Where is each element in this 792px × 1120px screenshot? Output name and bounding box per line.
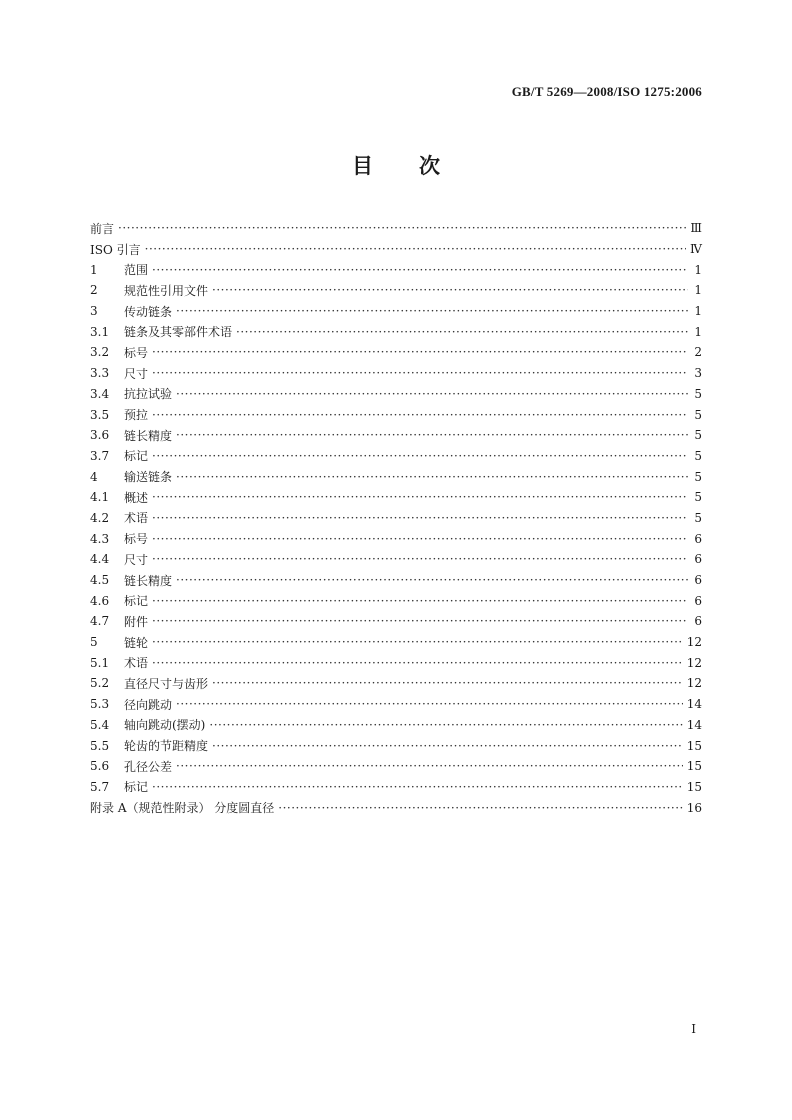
- dot-leader: [118, 222, 686, 234]
- dot-leader: [152, 409, 688, 421]
- toc-entry-page: 14: [686, 697, 702, 712]
- toc-entry[interactable]: [90, 466, 702, 487]
- toc-entry[interactable]: [90, 404, 702, 425]
- toc-entry[interactable]: [90, 673, 702, 694]
- toc-entry-title: 标号: [124, 532, 149, 547]
- toc-entry-title: 传动链条: [124, 304, 173, 319]
- dot-leader: [152, 512, 688, 524]
- toc-entry-page: Ⅳ: [690, 242, 702, 257]
- dot-leader: [152, 657, 683, 669]
- toc-entry-number: 5.1: [90, 655, 110, 670]
- toc-entry-title: 尺寸: [124, 552, 149, 567]
- toc-entry-title: 附录 A（规范性附录） 分度圆直径: [90, 801, 275, 816]
- toc-entry-number: 5.4: [90, 717, 110, 732]
- page-number: I: [691, 1022, 696, 1036]
- toc-entry-number: 4.7: [90, 614, 110, 629]
- dot-leader: [152, 781, 683, 793]
- dot-leader: [176, 305, 688, 317]
- toc-entry-page: 6: [694, 593, 702, 608]
- toc-entry-page: 5: [694, 490, 702, 505]
- dot-leader: [152, 636, 683, 648]
- dot-leader: [152, 491, 688, 503]
- toc-entry-page: 6: [694, 531, 702, 546]
- toc-entry[interactable]: [90, 797, 702, 818]
- toc-entry-title: 链轮: [124, 635, 149, 650]
- dot-leader: [152, 553, 688, 565]
- dot-leader: [212, 740, 683, 752]
- toc-entry[interactable]: [90, 239, 702, 260]
- toc-entry-page: 15: [686, 779, 702, 794]
- dot-leader: [152, 450, 688, 462]
- toc-entry-title: 标记: [124, 449, 149, 464]
- dot-leader: [278, 802, 682, 814]
- dot-leader: [152, 367, 688, 379]
- toc-entry-title: 标号: [124, 345, 149, 360]
- dot-leader: [176, 471, 688, 483]
- document-code-header: GB/T 5269—2008/ISO 1275:2006: [511, 84, 702, 99]
- toc-entry[interactable]: [90, 694, 702, 715]
- toc-entry-title: 术语: [124, 511, 149, 526]
- toc-entry-title: 轴向跳动(摆动): [124, 718, 206, 733]
- toc-entry-page: 2: [694, 345, 702, 360]
- toc-entry[interactable]: [90, 570, 702, 591]
- toc-entry-page: 16: [686, 800, 702, 815]
- toc-entry-page: Ⅲ: [690, 221, 702, 236]
- toc-entry[interactable]: [90, 321, 702, 342]
- toc-entry[interactable]: [90, 280, 702, 301]
- toc-entry-page: 5: [694, 448, 702, 463]
- table-of-contents: [90, 218, 702, 818]
- toc-entry-title: 链长精度: [124, 428, 173, 443]
- dot-leader: [176, 429, 688, 441]
- toc-entry-number: 4.6: [90, 593, 110, 608]
- toc-entry[interactable]: [90, 446, 702, 467]
- toc-entry[interactable]: [90, 715, 702, 736]
- toc-entry-page: 14: [686, 717, 702, 732]
- toc-entry-number: 3.7: [90, 448, 110, 463]
- toc-entry[interactable]: [90, 756, 702, 777]
- title-char-1: 目: [352, 153, 373, 178]
- toc-entry-number: 3.5: [90, 407, 110, 422]
- toc-entry-page: 1: [694, 262, 702, 277]
- toc-entry-number: 4.2: [90, 510, 110, 525]
- toc-entry-number: 5: [90, 635, 98, 650]
- toc-entry-page: 6: [694, 573, 702, 588]
- toc-entry-page: 5: [694, 407, 702, 422]
- toc-entry[interactable]: [90, 652, 702, 673]
- dot-leader: [176, 760, 683, 772]
- toc-entry-page: 12: [686, 655, 702, 670]
- toc-entry-title: ISO 引言: [90, 242, 141, 257]
- toc-entry-title: 链条及其零部件术语: [124, 325, 233, 340]
- toc-entry-number: 5.7: [90, 779, 110, 794]
- toc-entry-number: 5.6: [90, 759, 110, 774]
- dot-leader: [152, 615, 688, 627]
- toc-entry[interactable]: [90, 611, 702, 632]
- toc-entry-title: 术语: [124, 656, 149, 671]
- toc-entry-page: 15: [686, 759, 702, 774]
- toc-entry-page: 1: [694, 324, 702, 339]
- dot-leader: [212, 677, 683, 689]
- toc-entry-title: 标记: [124, 594, 149, 609]
- dot-leader: [176, 698, 683, 710]
- dot-leader: [176, 574, 688, 586]
- toc-entry-page: 5: [694, 469, 702, 484]
- toc-entry-page: 6: [694, 614, 702, 629]
- toc-entry-page: 12: [686, 676, 702, 691]
- toc-entry-title: 孔径公差: [124, 759, 173, 774]
- toc-entry-number: 3: [90, 304, 98, 319]
- toc-entry[interactable]: [90, 301, 702, 322]
- toc-entry-title: 轮齿的节距精度: [124, 739, 209, 754]
- dot-leader: [152, 264, 688, 276]
- dot-leader: [152, 533, 688, 545]
- toc-entry-number: 3.2: [90, 345, 110, 360]
- toc-entry-title: 规范性引用文件: [124, 283, 209, 298]
- toc-entry-page: 5: [694, 510, 702, 525]
- toc-entry[interactable]: [90, 218, 702, 239]
- toc-entry-page: 1: [694, 283, 702, 298]
- toc-entry-number: 4.4: [90, 552, 110, 567]
- toc-entry-title: 径向跳动: [124, 697, 173, 712]
- toc-entry-title: 标记: [124, 780, 149, 795]
- toc-entry-number: 5.3: [90, 697, 110, 712]
- toc-entry[interactable]: [90, 487, 702, 508]
- page-title: [0, 150, 792, 180]
- toc-entry-page: 12: [686, 635, 702, 650]
- dot-leader: [152, 346, 688, 358]
- toc-entry[interactable]: [90, 425, 702, 446]
- toc-entry-number: 3.4: [90, 386, 110, 401]
- toc-entry[interactable]: [90, 259, 702, 280]
- toc-entry-title: 输送链条: [124, 470, 173, 485]
- toc-entry[interactable]: [90, 590, 702, 611]
- dot-leader: [176, 388, 688, 400]
- toc-entry-number: 3.6: [90, 428, 110, 443]
- toc-entry-page: 15: [686, 738, 702, 753]
- toc-entry-title: 附件: [124, 614, 149, 629]
- toc-entry-page: 3: [694, 366, 702, 381]
- toc-entry[interactable]: [90, 342, 702, 363]
- toc-entry-title: 范围: [124, 263, 149, 278]
- toc-entry-number: 4.5: [90, 573, 110, 588]
- toc-entry-page: 5: [694, 428, 702, 443]
- toc-entry-page: 6: [694, 552, 702, 567]
- toc-entry-number: 2: [90, 283, 98, 298]
- toc-entry-number: 1: [90, 262, 98, 277]
- title-char-2: 次: [419, 153, 440, 178]
- dot-leader: [152, 595, 688, 607]
- toc-entry-title: 抗拉试验: [124, 387, 173, 402]
- toc-entry-title: 概述: [124, 490, 149, 505]
- toc-entry[interactable]: [90, 528, 702, 549]
- toc-entry-number: 3.1: [90, 324, 110, 339]
- dot-leader: [236, 326, 688, 338]
- toc-entry-number: 5.2: [90, 676, 110, 691]
- toc-entry-title: 直径尺寸与齿形: [124, 676, 209, 691]
- toc-entry[interactable]: [90, 363, 702, 384]
- toc-entry[interactable]: [90, 632, 702, 653]
- toc-entry[interactable]: [90, 549, 702, 570]
- toc-entry-number: 5.5: [90, 738, 110, 753]
- toc-entry-number: 4: [90, 469, 98, 484]
- toc-entry[interactable]: [90, 777, 702, 798]
- toc-entry[interactable]: [90, 508, 702, 529]
- toc-entry-page: 1: [694, 304, 702, 319]
- toc-entry-number: 4.3: [90, 531, 110, 546]
- dot-leader: [212, 284, 688, 296]
- toc-entry-number: 3.3: [90, 366, 110, 381]
- toc-entry[interactable]: [90, 384, 702, 405]
- dot-leader: [209, 719, 682, 731]
- toc-entry[interactable]: [90, 735, 702, 756]
- toc-entry-page: 5: [694, 386, 702, 401]
- toc-entry-number: 4.1: [90, 490, 110, 505]
- toc-entry-title: 前言: [90, 221, 115, 236]
- toc-entry-title: 尺寸: [124, 366, 149, 381]
- toc-entry-title: 链长精度: [124, 573, 173, 588]
- toc-entry-title: 预拉: [124, 408, 149, 423]
- dot-leader: [145, 243, 686, 255]
